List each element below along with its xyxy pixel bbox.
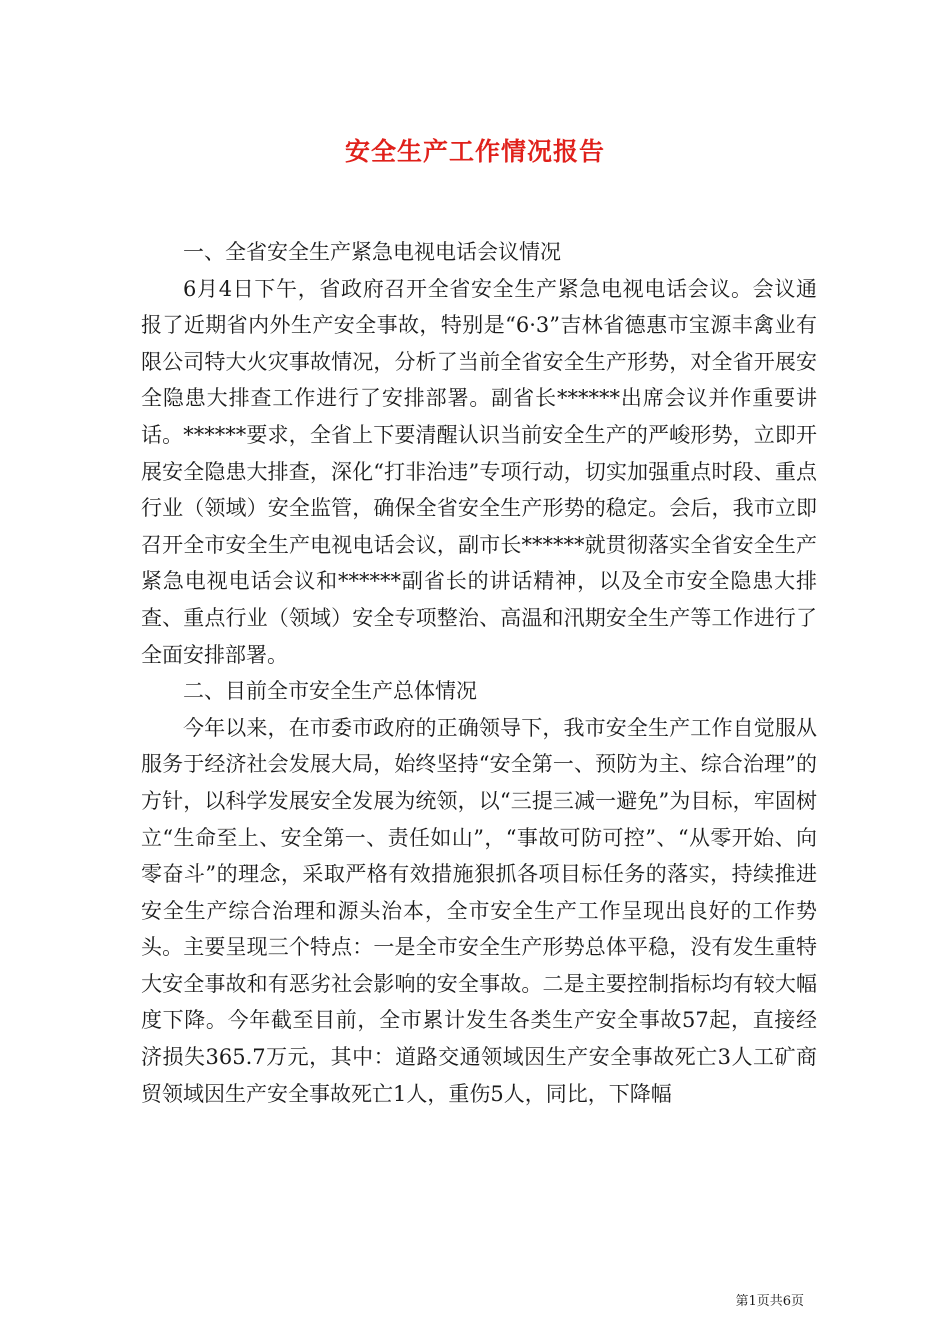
paragraph-2: 今年以来，在市委市政府的正确领导下，我市安全生产工作自觉服从服务于经济社会发展大局，始终坚持“安全第一、预防为主、综合治理”的方针，以科学发展安全发展为统领，以“三提三减一避免”为目标，牢固树立“生命至上、安全第一、责任如山”，“事故可防可控”、“从零开始、向零奋斗”的理念，采取严格有效措施狠抓各项目标任务的落实，持续推进安全生产综合治理和源头治本，全市安全生产工作呈现出良好的工作势头。主要呈现三个特点：一是全市安全生产形势总体平稳，没有发生重特大安全事故和有恶劣社会影响的安全事故。二是主要控制指标均有较大幅度下降。今年截至目前，全市累计发生各类生产安全事故57起，直接经济损失365.7万元，其中：道路交通领域因生产安全事故死亡3人工矿商贸领域因生产安全事故死亡1人，重伤5人，同比，下降幅: [141, 715, 817, 1106]
document-title: 安全生产工作情况报告: [344, 137, 605, 166]
section-heading-1: 一、全省安全生产紧急电视电话会议情况: [183, 240, 561, 264]
paragraph-1: 6月4日下午，省政府召开全省安全生产紧急电视电话会议。会议通报了近期省内外生产安全事故，特别是“6·3”吉林省德惠市宝源丰禽业有限公司特大火灾事故情况，分析了当前全省安全生产形势，对全省开展安全隐患大排查工作进行了安排部署。副省长******出席会议并作重要讲话。******要求，全省上下要清醒认识当前安全生产的严峻形势，立即开展安全隐患大排查，深化“打非治违”专项行动，切实加强重点时段、重点行业（领域）安全监管，确保全省安全生产形势的稳定。会后，我市立即召开全市安全生产电视电话会议，副市长******就贯彻落实全省安全生产紧急电视电话会议和******副省长的讲话精神，以及全市安全隐患大排查、重点行业（领域）安全专项整治、高温和汛期安全生产等工作进行了全面安排部署。: [141, 276, 817, 667]
section-heading-2: 二、目前全市安全生产总体情况: [183, 679, 477, 704]
document-body: [141, 234, 817, 1112]
page-number-footer: 第1页共6页: [735, 1294, 804, 1309]
